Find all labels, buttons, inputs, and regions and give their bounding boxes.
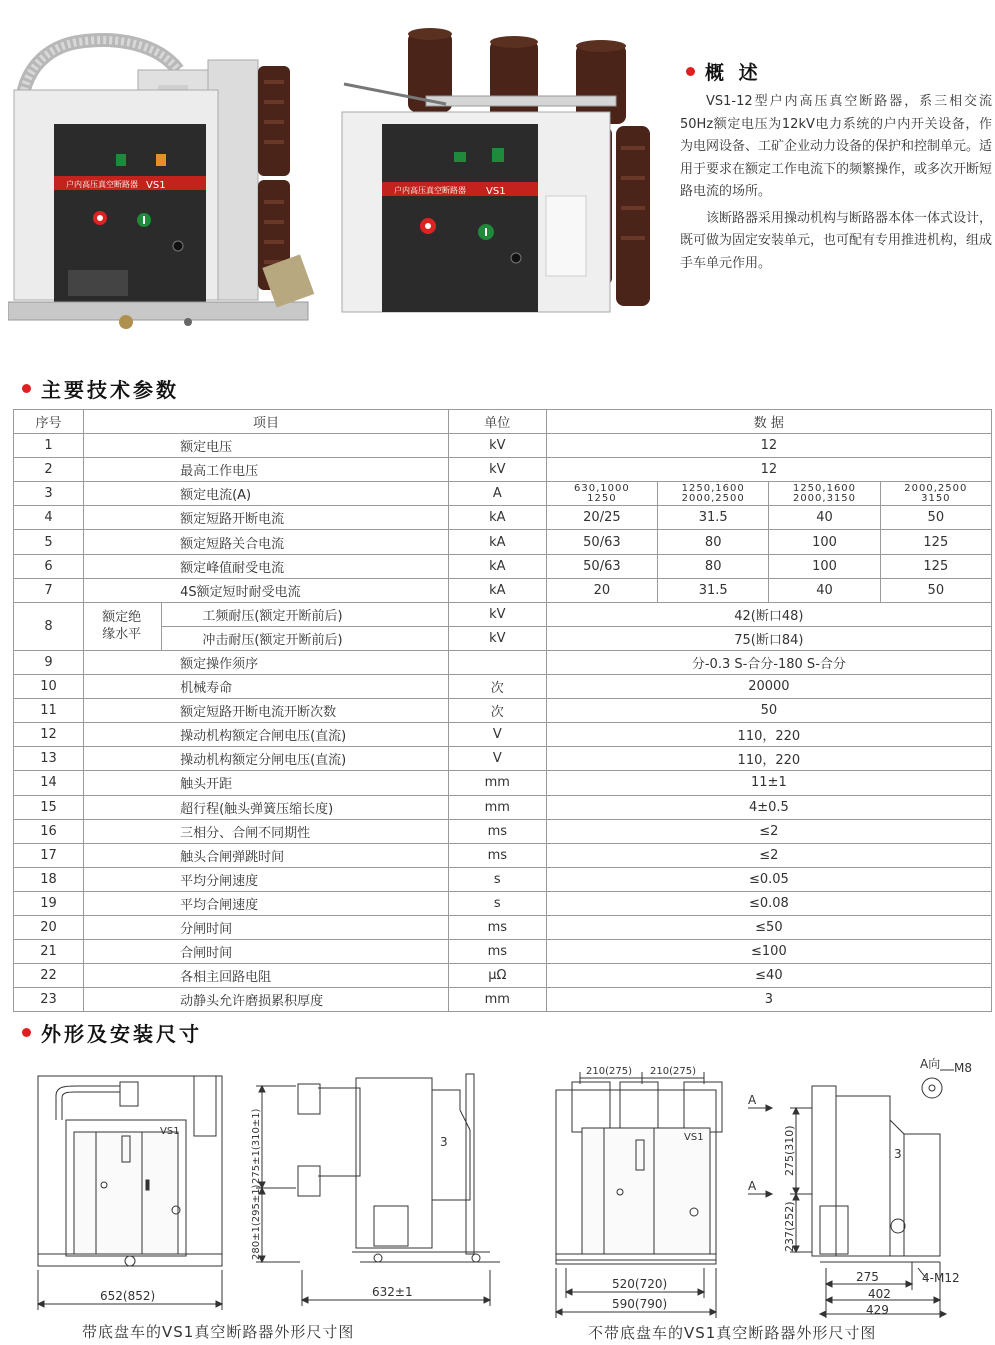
row-value-cell: 630,1000 1250 xyxy=(546,482,657,506)
row-no: 23 xyxy=(14,988,84,1012)
row-value-cell: 40 xyxy=(769,506,880,530)
row-item: 触头开距 xyxy=(84,771,449,795)
row-unit: A xyxy=(448,482,546,506)
row-no: 22 xyxy=(14,964,84,988)
table-row xyxy=(14,650,992,674)
row-subitem: 工频耐压(额定开断前后) xyxy=(162,602,448,626)
panel-title-2: 户内高压真空断路器 xyxy=(394,186,466,195)
bullet-dot-icon xyxy=(22,384,31,393)
row-item: 三相分、合闸不同期性 xyxy=(84,819,449,843)
row-value-cell: 1250,1600 2000,3150 xyxy=(769,482,880,506)
row-item: 合闸时间 xyxy=(84,940,449,964)
drawing2-depth-429: 429 xyxy=(866,1303,889,1317)
row-item-label: 额定绝缘水平 xyxy=(102,610,142,643)
row-unit: kA xyxy=(448,530,546,554)
row-value-cell: 80 xyxy=(658,530,769,554)
row-value-cell: 1250,1600 2000,2500 xyxy=(658,482,769,506)
intro-paragraph-2: 该断路器采用操动机构与断路器本体一体式设计，既可做为固定安装单元，也可配有专用推进机构，组成手车单元作用。 xyxy=(680,210,993,271)
drawing2-bolt: 4-M12 xyxy=(922,1271,960,1285)
product-photo-fixed xyxy=(336,26,668,326)
row-no: 9 xyxy=(14,650,84,674)
row-no: 2 xyxy=(14,458,84,482)
row-unit: mm xyxy=(448,771,546,795)
row-unit: s xyxy=(448,891,546,915)
row-unit: kA xyxy=(448,506,546,530)
intro-heading xyxy=(686,58,992,85)
row-item: 动静头允许磨损累积厚度 xyxy=(84,988,449,1012)
row-no: 17 xyxy=(14,843,84,867)
drawing2-pitch1: 210(275) xyxy=(586,1066,632,1077)
row-no: 13 xyxy=(14,747,84,771)
row-unit: s xyxy=(448,867,546,891)
row-value: ≤40 xyxy=(546,964,991,988)
row-value: 20000 xyxy=(546,675,991,699)
drawing2-side-view xyxy=(748,1057,972,1318)
table-row xyxy=(14,723,992,747)
row-value-cell: 50/63 xyxy=(546,530,657,554)
table-row xyxy=(14,506,992,530)
row-no: 7 xyxy=(14,578,84,602)
row-no: 8 xyxy=(14,602,84,650)
drawing1-width: 652(852) xyxy=(100,1289,156,1303)
intro-section xyxy=(680,58,992,275)
row-no: 11 xyxy=(14,699,84,723)
intro-title: 概 述 xyxy=(705,62,762,84)
row-unit xyxy=(448,650,546,674)
header-item: 项目 xyxy=(84,410,449,434)
row-value: 110，220 xyxy=(546,723,991,747)
row-unit: kA xyxy=(448,578,546,602)
row-item: 超行程(触头弹簧压缩长度) xyxy=(84,795,449,819)
row-unit: ms xyxy=(448,843,546,867)
bullet-dot-icon xyxy=(686,67,695,76)
row-unit: V xyxy=(448,723,546,747)
row-item: 额定电流(A) xyxy=(84,482,449,506)
params-heading xyxy=(22,374,179,403)
table-row xyxy=(14,747,992,771)
row-value-cell: 31.5 xyxy=(658,506,769,530)
product-photo-with-truck xyxy=(8,30,326,335)
dims-title: 外形及安装尺寸 xyxy=(41,1022,202,1046)
row-item: 机械寿命 xyxy=(84,675,449,699)
panel-model-2: VS1 xyxy=(486,186,506,197)
row-no: 5 xyxy=(14,530,84,554)
table-row xyxy=(14,891,992,915)
drawing1-vs1-label: VS1 xyxy=(160,1126,180,1137)
row-unit: V xyxy=(448,747,546,771)
bullet-dot-icon xyxy=(22,1028,31,1037)
row-item: 操动机构额定合闸电压(直流) xyxy=(84,723,449,747)
row-value-cell: 20 xyxy=(546,578,657,602)
table-row xyxy=(14,915,992,939)
row-item: 额定电压 xyxy=(84,434,449,458)
row-item: 额定短路关合电流 xyxy=(84,530,449,554)
row-unit: kV xyxy=(448,458,546,482)
row-unit: kA xyxy=(448,554,546,578)
row-value: ≤50 xyxy=(546,915,991,939)
row-unit: 次 xyxy=(448,699,546,723)
row-no: 20 xyxy=(14,915,84,939)
drawing2-a-dir: A向 xyxy=(920,1057,941,1071)
drawing1-side-view xyxy=(251,1074,500,1306)
row-value: 50 xyxy=(546,699,991,723)
drawing1-h-lower: 280±1(295±1) xyxy=(251,1184,262,1260)
table-row xyxy=(14,867,992,891)
row-item: 额定短路开断电流 xyxy=(84,506,449,530)
table-row xyxy=(14,843,992,867)
row-value: ≤0.08 xyxy=(546,891,991,915)
table-row xyxy=(14,964,992,988)
header-unit: 单位 xyxy=(448,410,546,434)
dims-heading xyxy=(22,1018,202,1047)
drawing2-m8: M8 xyxy=(954,1061,972,1075)
row-unit: kV xyxy=(448,602,546,626)
table-row xyxy=(14,940,992,964)
row-item: 额定短路开断电流开断次数 xyxy=(84,699,449,723)
row-item: 额定操作须序 xyxy=(84,650,449,674)
row-value-cell: 40 xyxy=(769,578,880,602)
row-unit: ms xyxy=(448,915,546,939)
drawing2-arrow-a2: A xyxy=(748,1179,757,1193)
row-value: 3 xyxy=(546,988,991,1012)
drawing2-caption: 不带底盘车的VS1真空断路器外形尺寸图 xyxy=(588,1324,877,1342)
row-value: 12 xyxy=(546,458,991,482)
row-value-cell: 50 xyxy=(880,578,991,602)
drawing2-depth-402: 402 xyxy=(868,1287,891,1301)
table-header-row xyxy=(14,410,992,434)
drawing2-width-outer: 590(790) xyxy=(612,1297,668,1311)
table-row xyxy=(14,458,992,482)
row-value-cell: 50 xyxy=(880,506,991,530)
row-no: 16 xyxy=(14,819,84,843)
drawing1-mark3: 3 xyxy=(440,1135,448,1149)
drawing2-width-inner: 520(720) xyxy=(612,1277,668,1291)
spec-table xyxy=(13,409,992,1012)
row-subitem: 冲击耐压(额定开断前后) xyxy=(162,626,448,650)
row-no: 19 xyxy=(14,891,84,915)
drawing2-pitch2: 210(275) xyxy=(650,1066,696,1077)
header-no: 序号 xyxy=(14,410,84,434)
row-value-cell: 100 xyxy=(769,530,880,554)
row-value-cell: 100 xyxy=(769,554,880,578)
row-value-cell: 125 xyxy=(880,554,991,578)
row-unit: μΩ xyxy=(448,964,546,988)
drawing2-mark3: 3 xyxy=(894,1147,902,1161)
row-value-cell: 50/63 xyxy=(546,554,657,578)
drawing2-vs1-label: VS1 xyxy=(684,1132,704,1143)
dimension-drawings xyxy=(0,1045,995,1345)
row-item: 各相主回路电阻 xyxy=(84,964,449,988)
row-no: 12 xyxy=(14,723,84,747)
row-value: 75(断口84) xyxy=(546,626,991,650)
table-row xyxy=(14,554,992,578)
row-unit: mm xyxy=(448,988,546,1012)
row-value: ≤100 xyxy=(546,940,991,964)
row-value-cell: 2000,2500 3150 xyxy=(880,482,991,506)
table-row xyxy=(14,819,992,843)
row-value: 11±1 xyxy=(546,771,991,795)
row-no: 21 xyxy=(14,940,84,964)
row-value-cell: 80 xyxy=(658,554,769,578)
params-title: 主要技术参数 xyxy=(41,378,179,402)
drawing1-caption: 带底盘车的VS1真空断路器外形尺寸图 xyxy=(82,1323,355,1341)
drawing2-front-view xyxy=(556,1066,722,1318)
row-value: ≤0.05 xyxy=(546,867,991,891)
table-row xyxy=(14,699,992,723)
table-row xyxy=(14,771,992,795)
row-value-cell: 125 xyxy=(880,530,991,554)
row-item: 最高工作电压 xyxy=(84,458,449,482)
table-row xyxy=(14,988,992,1012)
row-unit: kV xyxy=(448,626,546,650)
row-no: 3 xyxy=(14,482,84,506)
table-row xyxy=(14,602,992,626)
row-item: 分闸时间 xyxy=(84,915,449,939)
row-item: 4S额定短时耐受电流 xyxy=(84,578,449,602)
row-no: 14 xyxy=(14,771,84,795)
drawing1-depth: 632±1 xyxy=(372,1285,413,1299)
row-no: 4 xyxy=(14,506,84,530)
drawing2-h-lower: 237(252) xyxy=(783,1201,796,1252)
row-item: 操动机构额定分闸电压(直流) xyxy=(84,747,449,771)
intro-paragraph-1: VS1-12型户内高压真空断路器，系三相交流50Hz额定电压为12kV电力系统的户内开关设备，作为电网设备、工矿企业动力设备的保护和控制单元。适用于要求在额定工作电流下的频繁操作，或多次开断短路电流的场所。 xyxy=(680,94,993,199)
row-unit: ms xyxy=(448,940,546,964)
drawing1-front-view xyxy=(38,1076,222,1310)
row-value: ≤2 xyxy=(546,819,991,843)
table-row xyxy=(14,795,992,819)
row-no: 18 xyxy=(14,867,84,891)
row-no: 6 xyxy=(14,554,84,578)
drawing2-depth-275: 275 xyxy=(856,1270,879,1284)
row-unit: ms xyxy=(448,819,546,843)
row-item: 额定峰值耐受电流 xyxy=(84,554,449,578)
table-row xyxy=(14,675,992,699)
table-row xyxy=(14,530,992,554)
table-row xyxy=(14,434,992,458)
row-no: 10 xyxy=(14,675,84,699)
table-row xyxy=(14,578,992,602)
header-data: 数 据 xyxy=(546,410,991,434)
row-no: 1 xyxy=(14,434,84,458)
row-unit: mm xyxy=(448,795,546,819)
row-value: 4±0.5 xyxy=(546,795,991,819)
row-value: ≤2 xyxy=(546,843,991,867)
drawing2-h-upper: 275(310) xyxy=(783,1125,796,1176)
row-value: 12 xyxy=(546,434,991,458)
drawing2-arrow-a1: A xyxy=(748,1093,757,1107)
row-item xyxy=(84,602,162,650)
panel-title-1: 户内高压真空断路器 xyxy=(66,180,138,189)
row-unit: 次 xyxy=(448,675,546,699)
row-unit: kV xyxy=(448,434,546,458)
row-value-cell: 31.5 xyxy=(658,578,769,602)
row-item: 平均分闸速度 xyxy=(84,867,449,891)
row-value: 分-0.3 S-合分-180 S-合分 xyxy=(546,650,991,674)
row-value: 42(断口48) xyxy=(546,602,991,626)
row-item: 平均合闸速度 xyxy=(84,891,449,915)
row-no: 15 xyxy=(14,795,84,819)
row-value: 110，220 xyxy=(546,747,991,771)
row-value-cell: 20/25 xyxy=(546,506,657,530)
panel-model-1: VS1 xyxy=(146,180,166,191)
row-item: 触头合闸弹跳时间 xyxy=(84,843,449,867)
table-row xyxy=(14,482,992,506)
drawing1-h-upper: 275±1(310±1) xyxy=(251,1108,262,1184)
